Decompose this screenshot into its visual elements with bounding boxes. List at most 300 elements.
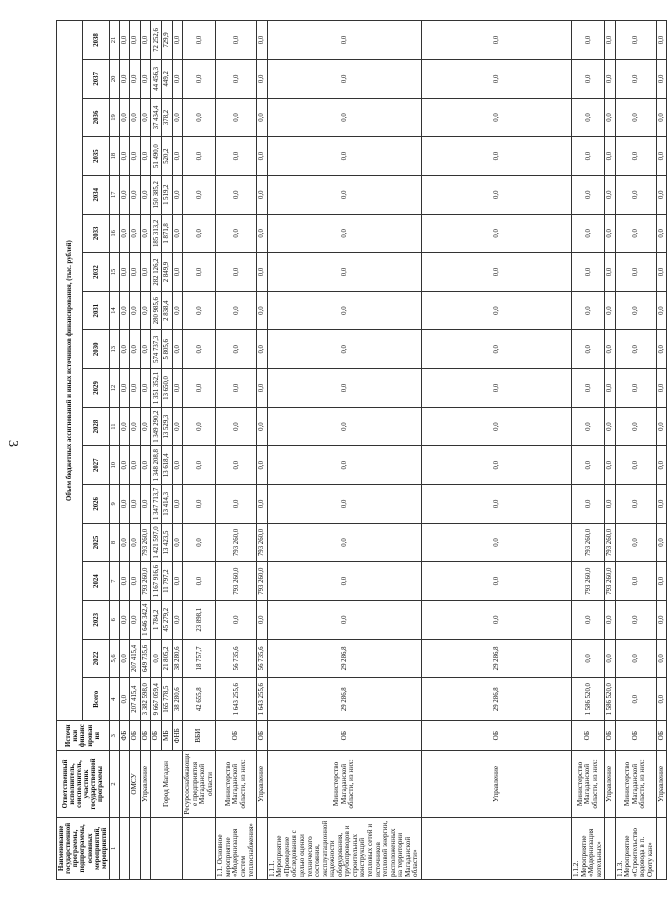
row-year-value: 0,0 <box>216 369 257 408</box>
row-year-value: 72 252,6 <box>151 21 162 60</box>
row-year-value: 0,0 <box>615 59 656 98</box>
row-year-value: 793 260,0 <box>571 562 604 601</box>
row-year-value: 0,0 <box>267 523 421 562</box>
row-year-value: 0,0 <box>267 21 421 60</box>
header-column-number: 2 <box>109 751 119 818</box>
row-year-value: 0,0 <box>267 137 421 176</box>
header-year: 2034 <box>83 175 109 214</box>
header-year: 2029 <box>83 369 109 408</box>
row-year-value: 0,0 <box>130 407 141 446</box>
header-column-number: 13 <box>109 330 119 369</box>
row-year-value: 0,0 <box>140 446 151 485</box>
row-year-value: 5 805,6 <box>161 330 172 369</box>
row-year-value: 0,0 <box>605 407 616 446</box>
table-row <box>615 21 656 880</box>
row-year-value: 1 646 342,4 <box>140 600 151 639</box>
row-year-value: 0,0 <box>267 214 421 253</box>
row-year-value: 2 838,4 <box>161 291 172 330</box>
row-year-value: 0,0 <box>615 214 656 253</box>
row-total-value: 3 382 598,0 <box>140 678 151 721</box>
row-year-value: 0,0 <box>615 253 656 292</box>
row-year-value: 0,0 <box>571 407 604 446</box>
row-year-value: 0,0 <box>119 137 130 176</box>
row-year-value: 1 167 916,6 <box>151 562 162 601</box>
row-year-value: 1 519,2 <box>161 175 172 214</box>
row-year-value: 0,0 <box>656 137 667 176</box>
header-column-number: 16 <box>109 214 119 253</box>
row-year-value: 0,0 <box>656 485 667 524</box>
row-year-value: 207 415,4 <box>130 639 141 678</box>
row-source: МБ <box>161 721 172 751</box>
header-year: 2023 <box>83 600 109 639</box>
header-year: 2028 <box>83 407 109 446</box>
row-year-value: 0,0 <box>130 446 141 485</box>
row-year-value: 23 898,1 <box>183 600 216 639</box>
row-year-value: 0,0 <box>257 59 268 98</box>
row-year-value: 0,0 <box>119 21 130 60</box>
row-year-value: 0,0 <box>119 600 130 639</box>
row-year-value: 0,0 <box>172 407 183 446</box>
header-year: 2025 <box>83 523 109 562</box>
row-year-value: 0,0 <box>267 98 421 137</box>
header-responsible: Ответственный исполнитель, соисполнитель, участник государственной программы <box>57 751 110 818</box>
row-year-value: 0,0 <box>571 175 604 214</box>
row-year-value: 37 434,4 <box>151 98 162 137</box>
row-year-value: 0,0 <box>656 523 667 562</box>
row-year-value: 0,0 <box>605 253 616 292</box>
row-year-value: 29 286,8 <box>421 639 571 678</box>
row-year-value: 0,0 <box>421 59 571 98</box>
row-year-value: 0,0 <box>615 639 656 678</box>
row-year-value: 0,0 <box>421 523 571 562</box>
header-column-number: 6 <box>109 600 119 639</box>
row-year-value: 0,0 <box>172 253 183 292</box>
row-total-value: 0,0 <box>119 678 130 721</box>
row-program-name <box>130 817 141 879</box>
row-year-value: 0,0 <box>421 137 571 176</box>
table-row <box>161 21 172 880</box>
row-program-name <box>605 817 616 879</box>
row-program-name <box>151 817 183 879</box>
header-column-number: 18 <box>109 137 119 176</box>
row-year-value: 0,0 <box>119 369 130 408</box>
row-source: ОБ <box>571 721 604 751</box>
row-year-value: 0,0 <box>257 485 268 524</box>
row-year-value: 0,0 <box>151 639 162 678</box>
header-year: 2026 <box>83 485 109 524</box>
row-year-value: 0,0 <box>130 369 141 408</box>
row-year-value: 0,0 <box>421 291 571 330</box>
row-year-value: 0,0 <box>656 59 667 98</box>
row-total-value: 165 778,5 <box>161 678 172 721</box>
row-year-value: 0,0 <box>119 98 130 137</box>
row-year-value: 0,0 <box>216 214 257 253</box>
row-year-value: 0,0 <box>257 253 268 292</box>
row-source: ОБ <box>140 721 151 751</box>
row-year-value: 282 126,2 <box>151 253 162 292</box>
row-year-value: 0,0 <box>216 21 257 60</box>
header-total: Всего <box>83 678 109 721</box>
row-year-value: 0,0 <box>183 21 216 60</box>
row-year-value: 0,0 <box>172 600 183 639</box>
table-body <box>119 21 666 880</box>
header-column-number: 14 <box>109 291 119 330</box>
row-year-value: 0,0 <box>130 137 141 176</box>
row-year-value: 0,0 <box>656 21 667 60</box>
row-year-value: 0,0 <box>571 21 604 60</box>
row-year-value: 0,0 <box>130 175 141 214</box>
row-responsible: Управление <box>421 751 571 818</box>
row-program-name <box>183 817 216 879</box>
row-year-value: 21 805,2 <box>161 639 172 678</box>
row-year-value: 0,0 <box>605 59 616 98</box>
row-year-value: 1 421 597,0 <box>151 523 162 562</box>
row-year-value: 0,0 <box>571 291 604 330</box>
table-row <box>172 21 183 880</box>
row-year-value: 0,0 <box>267 485 421 524</box>
rotated-budget-table <box>56 20 665 880</box>
row-year-value: 0,0 <box>605 600 616 639</box>
row-source: ОБ <box>615 721 656 751</box>
row-year-value: 0,0 <box>615 21 656 60</box>
row-year-value: 0,0 <box>183 369 216 408</box>
row-year-value: 0,0 <box>656 562 667 601</box>
row-responsible: Управление <box>605 751 616 818</box>
row-year-value: 0,0 <box>605 175 616 214</box>
row-year-value: 0,0 <box>571 600 604 639</box>
row-year-value: 0,0 <box>257 330 268 369</box>
row-year-value: 0,0 <box>615 330 656 369</box>
row-year-value: 0,0 <box>119 639 130 678</box>
row-year-value: 0,0 <box>257 175 268 214</box>
row-year-value: 0,0 <box>257 600 268 639</box>
row-year-value: 0,0 <box>421 407 571 446</box>
row-year-value: 793 260,0 <box>257 562 268 601</box>
row-year-value: 0,0 <box>267 291 421 330</box>
row-year-value: 0,0 <box>421 330 571 369</box>
row-year-value: 0,0 <box>130 21 141 60</box>
row-year-value: 0,0 <box>216 175 257 214</box>
row-year-value: 378,2 <box>161 98 172 137</box>
table-row <box>119 21 130 880</box>
row-year-value: 0,0 <box>571 214 604 253</box>
row-year-value: 0,0 <box>216 485 257 524</box>
row-year-value: 793 260,0 <box>257 523 268 562</box>
row-year-value: 0,0 <box>257 98 268 137</box>
row-year-value: 185 313,2 <box>151 214 162 253</box>
row-source: ОБ <box>257 721 268 751</box>
row-year-value: 0,0 <box>267 446 421 485</box>
header-name: Наименование государственной программы, подпрограммы, основных мероприятий, мероприятий <box>57 817 110 879</box>
row-year-value: 0,0 <box>571 485 604 524</box>
table-row <box>216 21 257 880</box>
row-year-value: 793 260,0 <box>216 523 257 562</box>
row-source: ОБ <box>656 721 667 751</box>
table-row <box>130 21 141 880</box>
row-year-value: 0,0 <box>605 291 616 330</box>
row-year-value: 0,0 <box>656 291 667 330</box>
row-year-value: 0,0 <box>267 175 421 214</box>
row-program-name <box>140 817 151 879</box>
row-year-value: 0,0 <box>421 600 571 639</box>
row-year-value: 0,0 <box>257 214 268 253</box>
row-year-value: 0,0 <box>605 214 616 253</box>
row-year-value: 0,0 <box>421 253 571 292</box>
row-year-value: 13 529,3 <box>161 407 172 446</box>
row-year-value: 0,0 <box>216 446 257 485</box>
row-year-value: 0,0 <box>615 600 656 639</box>
row-year-value: 0,0 <box>119 407 130 446</box>
row-year-value: 0,0 <box>605 639 616 678</box>
header-column-number: 12 <box>109 369 119 408</box>
row-year-value: 0,0 <box>140 253 151 292</box>
row-year-value: 0,0 <box>140 291 151 330</box>
table-row <box>151 21 162 880</box>
table-row <box>140 21 151 880</box>
row-total-value: 1 643 255,6 <box>216 678 257 721</box>
row-year-value: 0,0 <box>615 562 656 601</box>
row-responsible: Министерство Магаданской области, из них: <box>216 751 257 818</box>
header-column-number: 8 <box>109 523 119 562</box>
row-year-value: 793 260,0 <box>216 562 257 601</box>
row-total-value: 29 286,8 <box>421 678 571 721</box>
row-program-name: 1.1.1. Мероприятие «Проведение обследования с целью оценки технического состояния, эксплуатационной надежности оборудования, трубопроводов и строительных конструкций тепловых сетей и источников тепловой энергии, расположенных на территории Магаданской области» <box>267 817 421 879</box>
row-year-value: 0,0 <box>656 600 667 639</box>
row-year-value: 0,0 <box>615 98 656 137</box>
row-year-value: 0,0 <box>130 600 141 639</box>
row-year-value: 0,0 <box>130 98 141 137</box>
row-year-value: 0,0 <box>140 175 151 214</box>
row-program-name: 1.1.2. Мероприятие «Модернизация котельных» <box>571 817 604 879</box>
row-year-value: 793 260,0 <box>140 562 151 601</box>
row-year-value: 0,0 <box>172 562 183 601</box>
row-year-value: 0,0 <box>605 485 616 524</box>
table-row <box>267 21 421 880</box>
row-year-value: 0,0 <box>257 21 268 60</box>
row-year-value: 0,0 <box>421 21 571 60</box>
row-year-value: 0,0 <box>119 485 130 524</box>
row-year-value: 0,0 <box>267 600 421 639</box>
row-year-value: 520,2 <box>161 137 172 176</box>
row-source: ОБ <box>267 721 421 751</box>
row-total-value: 0,0 <box>656 678 667 721</box>
row-source: ОБ <box>151 721 162 751</box>
header-column-number: 5,6 <box>109 639 119 678</box>
row-year-value: 0,0 <box>183 562 216 601</box>
row-year-value: 0,0 <box>119 175 130 214</box>
row-year-value: 280 985,6 <box>151 291 162 330</box>
table-row <box>257 21 268 880</box>
row-source: ОБ <box>130 721 141 751</box>
header-column-number: 4 <box>109 678 119 721</box>
row-year-value: 0,0 <box>571 98 604 137</box>
row-program-name: 1.1.3. Мероприятие «Строительство водовода в п. Ороту кан» <box>615 817 656 879</box>
header-column-number: 9 <box>109 485 119 524</box>
table-row <box>183 21 216 880</box>
row-year-value: 0,0 <box>140 485 151 524</box>
row-year-value: 0,0 <box>172 214 183 253</box>
row-year-value: 0,0 <box>216 330 257 369</box>
row-year-value: 56 735,6 <box>257 639 268 678</box>
row-responsible: ОМСУ <box>130 751 141 818</box>
row-year-value: 0,0 <box>119 562 130 601</box>
row-total-value: 207 415,4 <box>130 678 141 721</box>
row-year-value: 0,0 <box>656 639 667 678</box>
row-year-value: 11 797,2 <box>161 562 172 601</box>
row-year-value: 0,0 <box>267 253 421 292</box>
header-column-number: 19 <box>109 98 119 137</box>
row-year-value: 0,0 <box>216 253 257 292</box>
row-year-value: 18 757,7 <box>183 639 216 678</box>
row-year-value: 0,0 <box>119 214 130 253</box>
row-responsible: Министерство Магаданской области, из них: <box>267 751 421 818</box>
row-program-name: 1.1. Основное мероприятие «Модернизация систем теплоснабжения» <box>216 817 257 879</box>
row-total-value: 38 280,6 <box>172 678 183 721</box>
row-year-value: 13 618,4 <box>161 446 172 485</box>
row-year-value: 0,0 <box>172 175 183 214</box>
row-year-value: 0,0 <box>257 137 268 176</box>
header-column-number: 11 <box>109 407 119 446</box>
row-year-value: 0,0 <box>267 407 421 446</box>
row-year-value: 0,0 <box>605 98 616 137</box>
row-responsible: Управление <box>656 751 667 818</box>
row-year-value: 0,0 <box>421 98 571 137</box>
row-year-value: 0,0 <box>615 523 656 562</box>
row-year-value: 0,0 <box>183 523 216 562</box>
row-year-value: 0,0 <box>605 21 616 60</box>
row-year-value: 0,0 <box>421 214 571 253</box>
row-year-value: 1 348 208,8 <box>151 446 162 485</box>
budget-table <box>56 20 667 880</box>
row-year-value: 0,0 <box>140 330 151 369</box>
row-source: ОБ <box>421 721 571 751</box>
row-year-value: 649 735,6 <box>140 639 151 678</box>
row-year-value: 0,0 <box>119 446 130 485</box>
row-year-value: 1 351 352,1 <box>151 369 162 408</box>
row-year-value: 0,0 <box>267 562 421 601</box>
row-year-value: 0,0 <box>140 137 151 176</box>
row-year-value: 793 260,0 <box>140 523 151 562</box>
row-year-value: 150 385,2 <box>151 175 162 214</box>
row-responsible: Город Магадан <box>151 751 183 818</box>
header-column-number: 15 <box>109 253 119 292</box>
row-year-value: 0,0 <box>183 291 216 330</box>
row-year-value: 0,0 <box>656 253 667 292</box>
row-year-value: 0,0 <box>172 485 183 524</box>
row-year-value: 0,0 <box>183 485 216 524</box>
row-year-value: 0,0 <box>140 369 151 408</box>
row-source: ВБИ <box>183 721 216 751</box>
header-column-number: 10 <box>109 446 119 485</box>
row-total-value: 1 643 255,6 <box>257 678 268 721</box>
row-responsible: Управление <box>257 751 268 818</box>
table-row <box>421 21 571 880</box>
row-year-value: 793 260,0 <box>605 523 616 562</box>
row-year-value: 0,0 <box>119 330 130 369</box>
row-year-value: 0,0 <box>257 407 268 446</box>
row-year-value: 0,0 <box>571 137 604 176</box>
row-year-value: 0,0 <box>216 137 257 176</box>
row-year-value: 0,0 <box>571 369 604 408</box>
row-year-value: 1 784,2 <box>151 600 162 639</box>
row-year-value: 0,0 <box>172 523 183 562</box>
row-year-value: 0,0 <box>183 407 216 446</box>
row-program-name <box>257 817 268 879</box>
header-column-number: 20 <box>109 59 119 98</box>
row-year-value: 0,0 <box>216 59 257 98</box>
row-year-value: 0,0 <box>183 137 216 176</box>
header-column-number: 7 <box>109 562 119 601</box>
row-source: ФНБ <box>172 721 183 751</box>
row-year-value: 1 349 290,2 <box>151 407 162 446</box>
header-year: 2032 <box>83 253 109 292</box>
row-year-value: 0,0 <box>183 59 216 98</box>
row-year-value: 793 260,0 <box>571 523 604 562</box>
row-year-value: 0,0 <box>183 98 216 137</box>
header-funding-group: Объем бюджетных ассигнований и иных источников финансирования, (тыс. рублей) <box>57 21 83 721</box>
header-row-1 <box>57 21 83 880</box>
table-row <box>656 21 667 880</box>
row-responsible <box>119 751 130 818</box>
header-column-number: 1 <box>109 817 119 879</box>
row-year-value: 0,0 <box>172 291 183 330</box>
row-year-value: 0,0 <box>257 291 268 330</box>
row-year-value: 0,0 <box>172 98 183 137</box>
row-program-name <box>119 817 130 879</box>
row-year-value: 0,0 <box>571 330 604 369</box>
row-year-value: 0,0 <box>571 253 604 292</box>
row-year-value: 0,0 <box>119 523 130 562</box>
row-year-value: 0,0 <box>267 330 421 369</box>
row-year-value: 0,0 <box>172 21 183 60</box>
row-total-value: 9 667 059,4 <box>151 678 162 721</box>
row-program-name <box>656 817 667 879</box>
row-year-value: 0,0 <box>656 98 667 137</box>
row-year-value: 0,0 <box>119 59 130 98</box>
row-year-value: 729,9 <box>161 21 172 60</box>
row-year-value: 0,0 <box>656 330 667 369</box>
row-year-value: 0,0 <box>656 175 667 214</box>
row-total-value: 1 586 520,0 <box>605 678 616 721</box>
header-year: 2024 <box>83 562 109 601</box>
row-year-value: 45 279,2 <box>161 600 172 639</box>
table-row <box>571 21 604 880</box>
row-year-value: 0,0 <box>615 369 656 408</box>
row-year-value: 0,0 <box>656 446 667 485</box>
row-year-value: 0,0 <box>172 369 183 408</box>
row-year-value: 0,0 <box>216 291 257 330</box>
row-year-value: 0,0 <box>615 291 656 330</box>
header-year: 2031 <box>83 291 109 330</box>
row-year-value: 0,0 <box>119 291 130 330</box>
row-year-value: 0,0 <box>130 523 141 562</box>
row-year-value: 0,0 <box>140 214 151 253</box>
row-year-value: 793 260,0 <box>605 562 616 601</box>
row-year-value: 0,0 <box>571 639 604 678</box>
header-year: 2033 <box>83 214 109 253</box>
row-year-value: 0,0 <box>421 485 571 524</box>
row-source: ОБ <box>605 721 616 751</box>
header-year: 2027 <box>83 446 109 485</box>
row-year-value: 0,0 <box>421 369 571 408</box>
header-source: Источники финансирования <box>57 721 110 751</box>
header-year: 2022 <box>83 639 109 678</box>
row-year-value: 0,0 <box>172 446 183 485</box>
row-source: ОБ <box>216 721 257 751</box>
row-responsible: Управление <box>140 751 151 818</box>
row-year-value: 449,2 <box>161 59 172 98</box>
row-year-value: 0,0 <box>172 59 183 98</box>
